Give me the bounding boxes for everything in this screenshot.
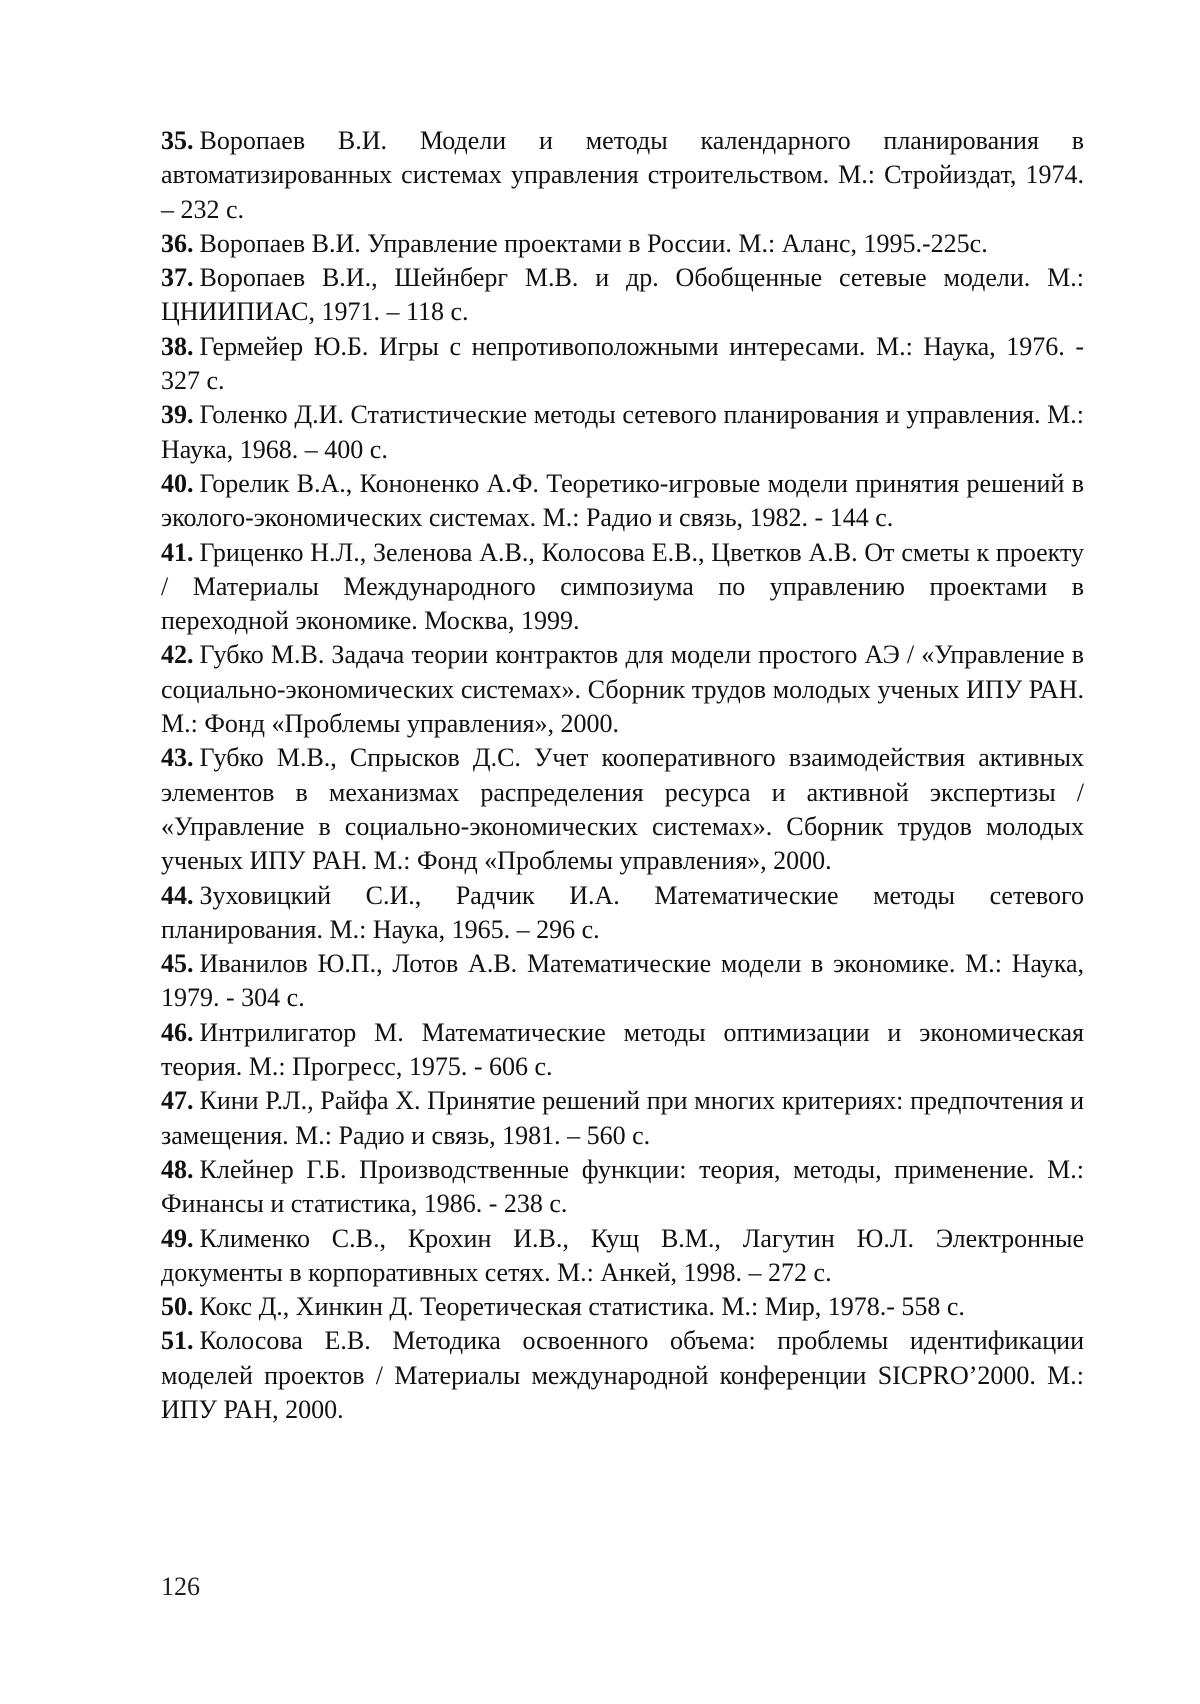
reference-item — [161, 947, 1084, 1016]
reference-item — [161, 227, 1084, 261]
reference-text: Губко М.В., Спрысков Д.С. Учет кооперативного взаимодействия активных элементов в механизмах распределения ресурса и активной экспертизы / «Управление в социально-экономических системах». Сборник трудов молодых ученых ИПУ РАН. М.: Фонд «Проблемы управления», 2000. — [161, 743, 1084, 876]
reference-text: Воропаев В.И., Шейнберг М.В. и др. Обобщенные сетевые модели. М.: ЦНИИПИАС, 1971. – 118 с. — [161, 263, 1084, 327]
reference-text: Воропаев В.И. Модели и методы календарного планирования в автоматизированных системах управления строительством. М.: Стройиздат, 1974. – 232 с. — [161, 126, 1084, 224]
reference-item — [161, 467, 1084, 536]
reference-text: Кокс Д., Хинкин Д. Теоретическая статистика. М.: Мир, 1978.- 558 с. — [199, 1292, 965, 1322]
reference-number: 42. — [161, 640, 194, 670]
reference-number: 35. — [161, 126, 194, 155]
reference-item — [161, 1153, 1084, 1222]
reference-item — [161, 124, 1084, 227]
reference-item — [161, 536, 1084, 639]
reference-item — [161, 261, 1084, 330]
reference-text: Голенко Д.И. Статистические методы сетевого планирования и управления. М.: Наука, 1968. – 400 с. — [161, 400, 1084, 464]
reference-item — [161, 1016, 1084, 1085]
reference-text: Горелик В.А., Кононенко А.Ф. Теоретико-игровые модели принятия решений в эколого-экономических системах. М.: Радио и связь, 1982. - 144 с. — [161, 468, 1084, 533]
reference-number: 51. — [161, 1326, 194, 1356]
reference-item — [161, 879, 1084, 948]
reference-number: 49. — [161, 1223, 194, 1253]
reference-text: Гриценко Н.Л., Зеленова А.В., Колосова Е.В., Цветков А.В. От сметы к проекту / Материалы Международного симпозиума по управлению проектами в переходной экономике. Москва, 1999. — [161, 537, 1084, 636]
reference-number: 47. — [161, 1086, 194, 1116]
reference-item — [161, 1222, 1084, 1291]
reference-text: Иванилов Ю.П., Лотов А.В. Математические модели в экономике. М.: Наука, 1979. - 304 с. — [161, 949, 1084, 1013]
reference-text: Воропаев В.И. Управление проектами в России. М.: Аланс, 1995.-225с. — [199, 228, 988, 258]
reference-number: 48. — [161, 1154, 194, 1184]
reference-item — [161, 330, 1084, 399]
reference-item — [161, 1290, 1084, 1324]
reference-text: Клейнер Г.Б. Производственные функции: теория, методы, применение. М.: Финансы и статистика, 1986. - 238 с. — [161, 1154, 1084, 1219]
reference-item — [161, 638, 1084, 741]
reference-item — [161, 1084, 1084, 1153]
reference-number: 50. — [161, 1292, 194, 1322]
reference-list — [161, 124, 1084, 1427]
reference-number: 36. — [161, 228, 194, 258]
reference-text: Гермейер Ю.Б. Игры с непротивоположными интересами. М.: Наука, 1976. - 327 с. — [161, 331, 1084, 396]
reference-number: 44. — [161, 880, 194, 910]
reference-number: 43. — [161, 743, 194, 773]
reference-text: Колосова Е.В. Методика освоенного объема: проблемы идентификации моделей проектов / Материалы международной конференции SICPRO’2000. М.: ИПУ РАН, 2000. — [161, 1326, 1084, 1424]
reference-number: 40. — [161, 468, 194, 498]
reference-number: 41. — [161, 537, 194, 567]
reference-item — [161, 741, 1084, 878]
reference-item — [161, 398, 1084, 467]
reference-item — [161, 1324, 1084, 1427]
reference-number: 37. — [161, 263, 194, 293]
reference-number: 46. — [161, 1017, 194, 1047]
reference-text: Интрилигатор М. Математические методы оптимизации и экономическая теория. М.: Прогресс, 1975. - 606 с. — [161, 1017, 1084, 1082]
reference-text: Зуховицкий С.И., Радчик И.А. Математические методы сетевого планирования. М.: Наука, 1965. – 296 с. — [161, 880, 1084, 944]
reference-text: Губко М.В. Задача теории контрактов для модели простого АЭ / «Управление в социально-экономических системах». Сборник трудов молодых ученых ИПУ РАН. М.: Фонд «Проблемы управления», 2000. — [161, 640, 1084, 739]
reference-number: 39. — [161, 400, 194, 430]
reference-text: Клименко С.В., Крохин И.В., Кущ В.М., Лагутин Ю.Л. Электронные документы в корпоративных сетях. М.: Анкей, 1998. – 272 с. — [161, 1223, 1084, 1287]
reference-text: Кини Р.Л., Райфа Х. Принятие решений при многих критериях: предпочтения и замещения. М.: Радио и связь, 1981. – 560 с. — [161, 1086, 1084, 1150]
page-number: 126 — [161, 1572, 200, 1601]
reference-number: 38. — [161, 331, 194, 361]
reference-number: 45. — [161, 949, 194, 979]
